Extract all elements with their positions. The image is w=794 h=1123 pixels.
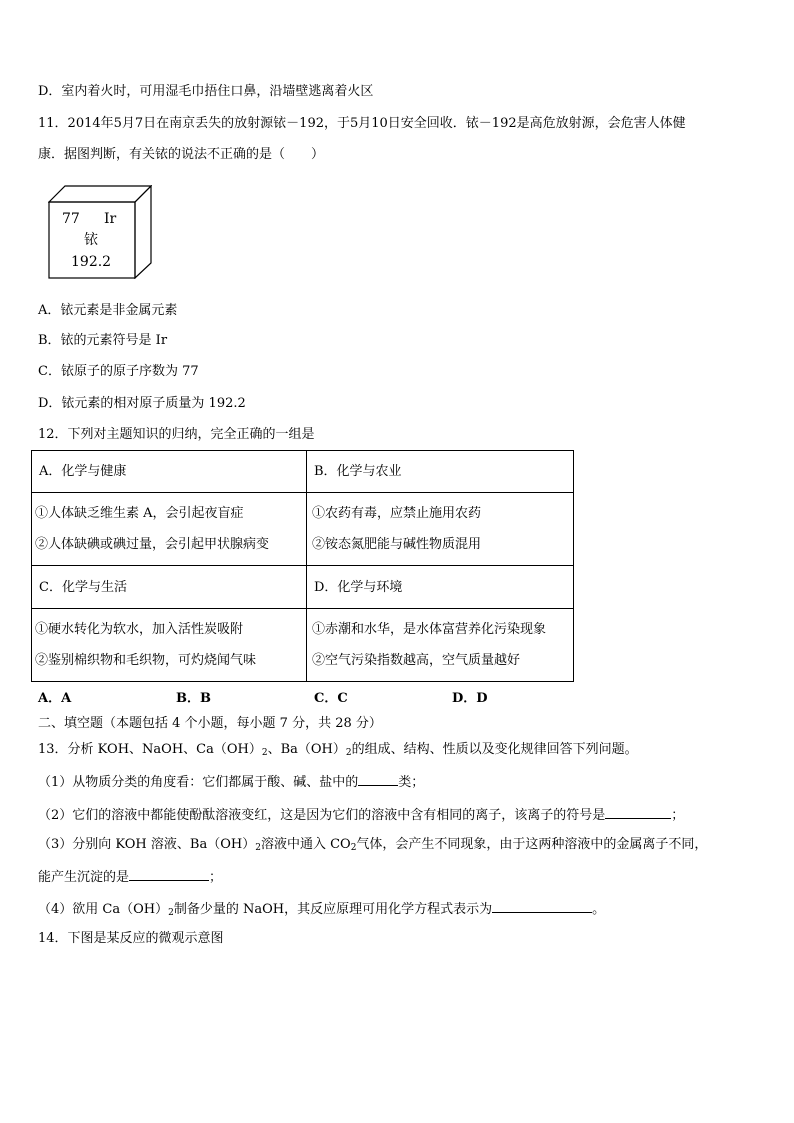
q12-choice-a: A．A	[38, 691, 72, 706]
table-cell-a-2: ②人体缺碘或碘过量，会引起甲状腺病变	[35, 537, 270, 552]
q13-part-4-tail: 。	[592, 902, 606, 917]
table-rule	[31, 565, 574, 566]
subscript: 2	[350, 843, 357, 853]
q13-part-3	[38, 837, 707, 853]
table-rule	[31, 608, 574, 609]
q11-option-a: A．铱元素是非金属元素	[38, 303, 178, 318]
q13-part-4-text-a: （4）欲用 Ca（OH）	[38, 902, 169, 917]
table-cell-d-head: D．化学与环境	[314, 580, 403, 595]
q13-part-2-tail: ；	[671, 808, 685, 823]
q11-stem-line2: 康．据图判断，有关铱的说法不正确的是（ ）	[38, 147, 325, 162]
table-cell-c-head: C．化学与生活	[39, 580, 127, 595]
table-cell-a-1: ①人体缺乏维生素 A，会引起夜盲症	[35, 506, 244, 521]
q12-choice-d: D．D	[452, 691, 488, 706]
table-rule	[31, 492, 574, 493]
element-name: 铱	[84, 232, 98, 248]
element-cell-iridium	[48, 185, 152, 279]
answer-blank[interactable]	[605, 806, 671, 819]
q13-part-1	[38, 773, 424, 791]
subscript: 2	[168, 908, 174, 918]
table-cell-b-1: ①农药有毒，应禁止施用农药	[312, 506, 482, 521]
table-cell-b-head: B．化学与农业	[314, 464, 402, 479]
subscript: 2	[255, 843, 261, 853]
section-2-title: 二、填空题（本题包括 4 个小题，每小题 7 分，共 28 分）	[38, 716, 382, 731]
q14-stem: 14．下图是某反应的微观示意图	[38, 931, 224, 946]
q13-part-3-text-a: （3）分别向 KOH 溶液、Ba（OH）	[38, 837, 256, 852]
answer-blank[interactable]	[358, 773, 398, 786]
table-cell-c-2: ②鉴别棉织物和毛织物，可灼烧闻气味	[35, 653, 257, 668]
knowledge-table	[31, 450, 574, 682]
subscript: 2	[261, 748, 268, 758]
element-symbol: Ir	[104, 211, 117, 227]
q12-choice-c: C．C	[314, 691, 348, 706]
atomic-number: 77	[62, 211, 80, 227]
q12-choice-b: B．B	[176, 691, 211, 706]
q13-part-4	[38, 900, 605, 918]
table-frame	[31, 450, 574, 682]
table-cell-d-2: ②空气污染指数越高，空气质量越好	[312, 653, 521, 668]
atomic-mass: 192.2	[71, 254, 112, 270]
q11-option-d: D．铱元素的相对原子质量为 192.2	[38, 396, 246, 411]
q13-part-3-text-b: 溶液中通入 CO	[260, 837, 351, 852]
q13-stem-pre: 13．分析 KOH、NaOH、Ca（OH）	[38, 742, 262, 757]
q13-part-3-line2	[38, 868, 222, 886]
table-column-rule	[306, 450, 307, 682]
answer-blank[interactable]	[492, 900, 592, 913]
subscript: 2	[345, 748, 352, 758]
table-cell-a-head: A．化学与健康	[39, 464, 127, 479]
q13-part-2-text: （2）它们的溶液中都能使酚酞溶液变红，这是因为它们的溶液中含有相同的离子，该离子的符号是	[38, 808, 606, 823]
q13-part-2	[38, 806, 684, 824]
q12-stem: 12．下列对主题知识的归纳，完全正确的一组是	[38, 427, 315, 442]
q13-stem-post: 的组成、结构、性质以及变化规律回答下列问题。	[351, 742, 638, 757]
q11-option-c: C．铱原子的原子序数为 77	[38, 364, 199, 379]
table-cell-c-1: ①硬水转化为软水，加入活性炭吸附	[35, 622, 244, 637]
q13-stem	[38, 742, 638, 758]
q11-option-b: B．铱的元素符号是 Ir	[38, 333, 168, 348]
q11-stem-line1: 11．2014年5月7日在南京丢失的放射源铱－192，于5月10日安全回收．铱－192是高危放射源，会危害人体健	[38, 116, 686, 131]
answer-blank[interactable]	[129, 868, 209, 881]
q13-part-1-text: （1）从物质分类的角度看：它们都属于酸、碱、盐中的	[38, 775, 359, 790]
q13-part-3-line2-tail: ；	[209, 870, 223, 885]
q13-part-3-text-c: 气体，会产生不同现象，由于这两种溶液中的金属离子不同，	[356, 837, 708, 852]
q13-part-1-tail: 类；	[398, 775, 425, 790]
q10-option-d: D．室内着火时，可用湿毛巾捂住口鼻，沿墙壁逃离着火区	[38, 84, 374, 99]
table-cell-d-1: ①赤潮和水华，是水体富营养化污染现象	[312, 622, 547, 637]
q13-stem-mid: 、Ba（OH）	[267, 742, 346, 757]
q13-part-3-line2-text: 能产生沉淀的是	[38, 870, 130, 885]
table-cell-b-2: ②铵态氮肥能与碱性物质混用	[312, 537, 482, 552]
q13-part-4-text-b: 制备少量的 NaOH，其反应原理可用化学方程式表示为	[173, 902, 493, 917]
